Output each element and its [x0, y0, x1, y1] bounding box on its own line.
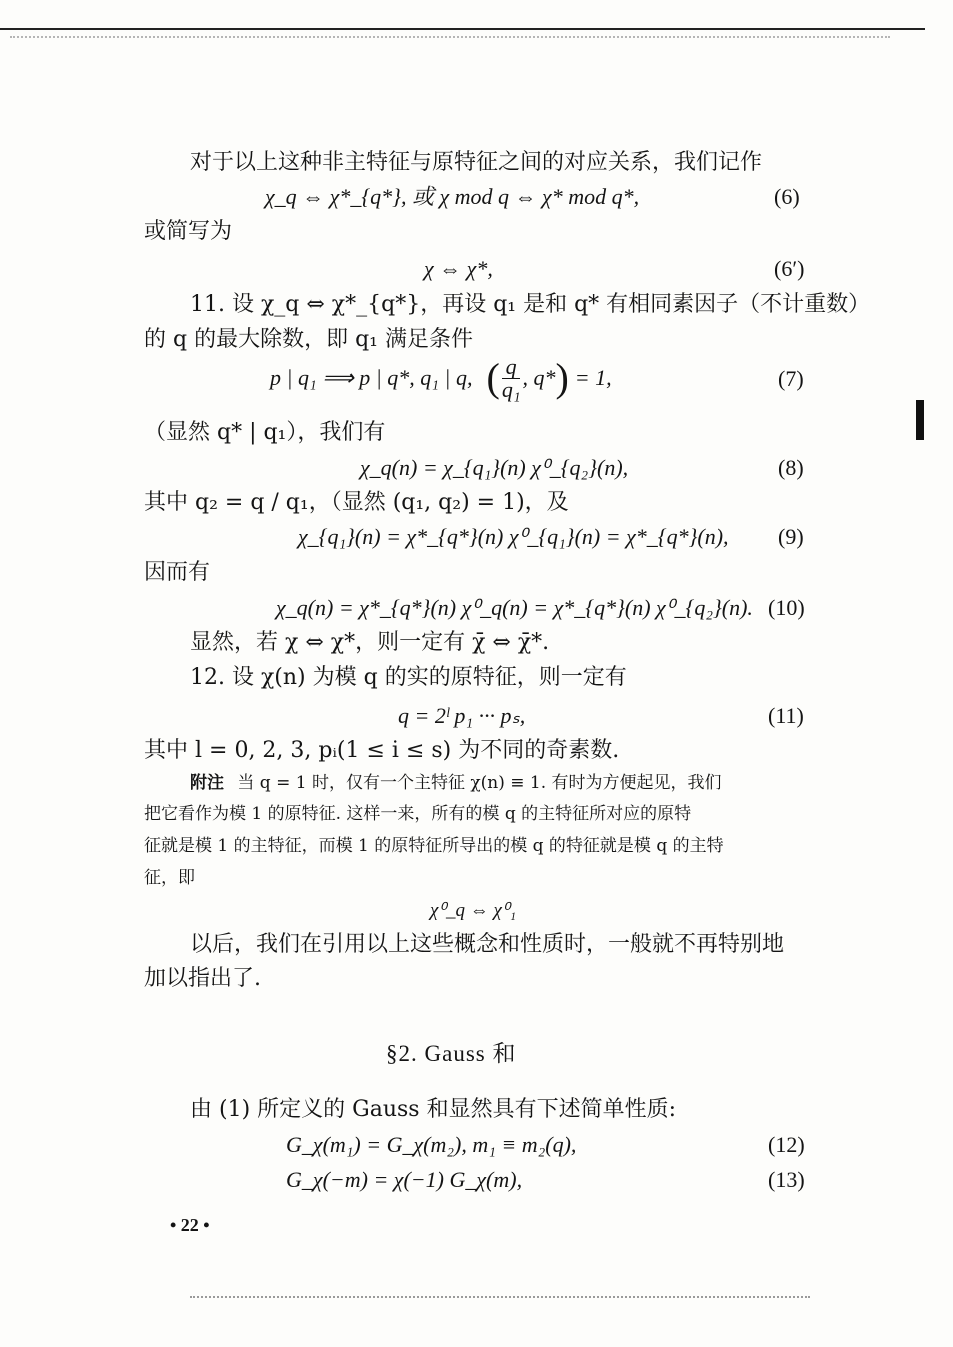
equation-12: G_χ(m₁) = G_χ(m₂), m₁ ≡ m₂(q),	[286, 1132, 577, 1157]
obvious-note-1: （显然 q* | q₁），我们有	[144, 420, 386, 445]
equation-7-number: (7)	[778, 366, 804, 391]
gauss-intro: 由 (1) 所定义的 Gauss 和显然具有下述简单性质:	[190, 1097, 676, 1122]
bottom-scan-noise	[190, 1296, 810, 1298]
where-q2-line: 其中 q₂ = q / q₁，（显然 (q₁, q₂) = 1)，及	[144, 490, 569, 515]
top-scan-noise	[10, 36, 890, 38]
note-label: 附注	[190, 773, 224, 793]
equation-7-fraction-denominator: q₁	[501, 376, 521, 402]
equation-8-number: (8)	[778, 455, 804, 480]
para-intro: 对于以上这种非主特征与原特征之间的对应关系，我们记作	[190, 150, 763, 175]
equation-7-left: p | q₁ ⟹ p | q*, q₁ | q,	[270, 365, 473, 390]
top-rule	[0, 28, 925, 30]
equation-13-number: (13)	[768, 1167, 805, 1192]
equation-11-number: (11)	[768, 703, 804, 728]
equation-6: χ_q ⇔ χ*_{q*}, 或 χ mod q ⇔ χ* mod q*,	[265, 184, 640, 209]
item-11-line-1: 11. 设 χ_q ⇔ χ*_{q*}，再设 q₁ 是和 q* 有相同素因子（不计重数）	[190, 292, 871, 317]
note-equation: χ⁰_q ⇔ χ⁰₁	[430, 900, 517, 921]
equation-6-number: (6)	[774, 184, 800, 209]
equation-7-open-paren: (	[486, 355, 500, 400]
equation-13: G_χ(−m) = χ(−1) G_χ(m),	[286, 1167, 523, 1192]
short-form-label: 或简写为	[144, 219, 233, 244]
equation-6-prime: χ ⇔ χ*,	[424, 256, 493, 281]
note-line-1-text: 当 q = 1 时，仅有一个主特征 χ(n) ≡ 1. 有时为方便起见，我们	[237, 773, 722, 793]
section-title: §2. Gauss 和	[386, 1041, 517, 1066]
equation-9: χ_{q₁}(n) = χ*_{q*}(n) χ⁰_{q₁}(n) = χ*_{q*}(n),	[298, 524, 729, 549]
equation-12-number: (12)	[768, 1132, 805, 1157]
equation-7-fraction	[501, 353, 521, 402]
item-11-line-2: 的 q 的最大除数，即 q₁ 满足条件	[144, 327, 473, 352]
margin-mark	[916, 400, 924, 440]
therefore-label: 因而有	[144, 560, 211, 585]
equation-7-close-paren: )	[555, 355, 569, 400]
equation-9-number: (9)	[778, 524, 804, 549]
equation-6-prime-number: (6′)	[774, 256, 805, 281]
equation-7-tail: = 1,	[574, 365, 612, 390]
equation-7	[270, 352, 612, 404]
equation-10-number: (10)	[768, 595, 805, 620]
equation-10: χ_q(n) = χ*_{q*}(n) χ⁰_q(n) = χ*_{q*}(n) χ⁰_{q₂}(n).	[276, 595, 753, 620]
obvious-note-2: 显然，若 χ ⇔ χ*，则一定有 χ̄ ⇔ χ̄*.	[190, 630, 550, 655]
note-line-4: 征，即	[144, 868, 195, 888]
equation-7-right: , q*	[522, 365, 556, 390]
note-line-2: 把它看作为模 1 的原特征. 这样一来，所有的模 q 的主特征所对应的原特	[144, 804, 692, 824]
after-line-1: 以后，我们在引用以上这些概念和性质时，一般就不再特别地	[190, 932, 785, 957]
equation-7-fraction-numerator: q	[502, 356, 521, 379]
where-l-line: 其中 l = 0, 2, 3, pᵢ(1 ≤ i ≤ s) 为不同的奇素数.	[144, 738, 620, 763]
note-line-1	[190, 772, 722, 794]
equation-8: χ_q(n) = χ_{q₁}(n) χ⁰_{q₂}(n),	[360, 455, 629, 480]
page-number: • 22 •	[170, 1215, 210, 1235]
item-12: 12. 设 χ(n) 为模 q 的实的原特征，则一定有	[190, 665, 627, 690]
note-line-3: 征就是模 1 的主特征，而模 1 的原特征所导出的模 q 的特征就是模 q 的主特	[144, 836, 724, 856]
after-line-2: 加以指出了.	[144, 966, 261, 991]
equation-11: q = 2ˡ p₁ ··· pₛ,	[398, 703, 526, 728]
